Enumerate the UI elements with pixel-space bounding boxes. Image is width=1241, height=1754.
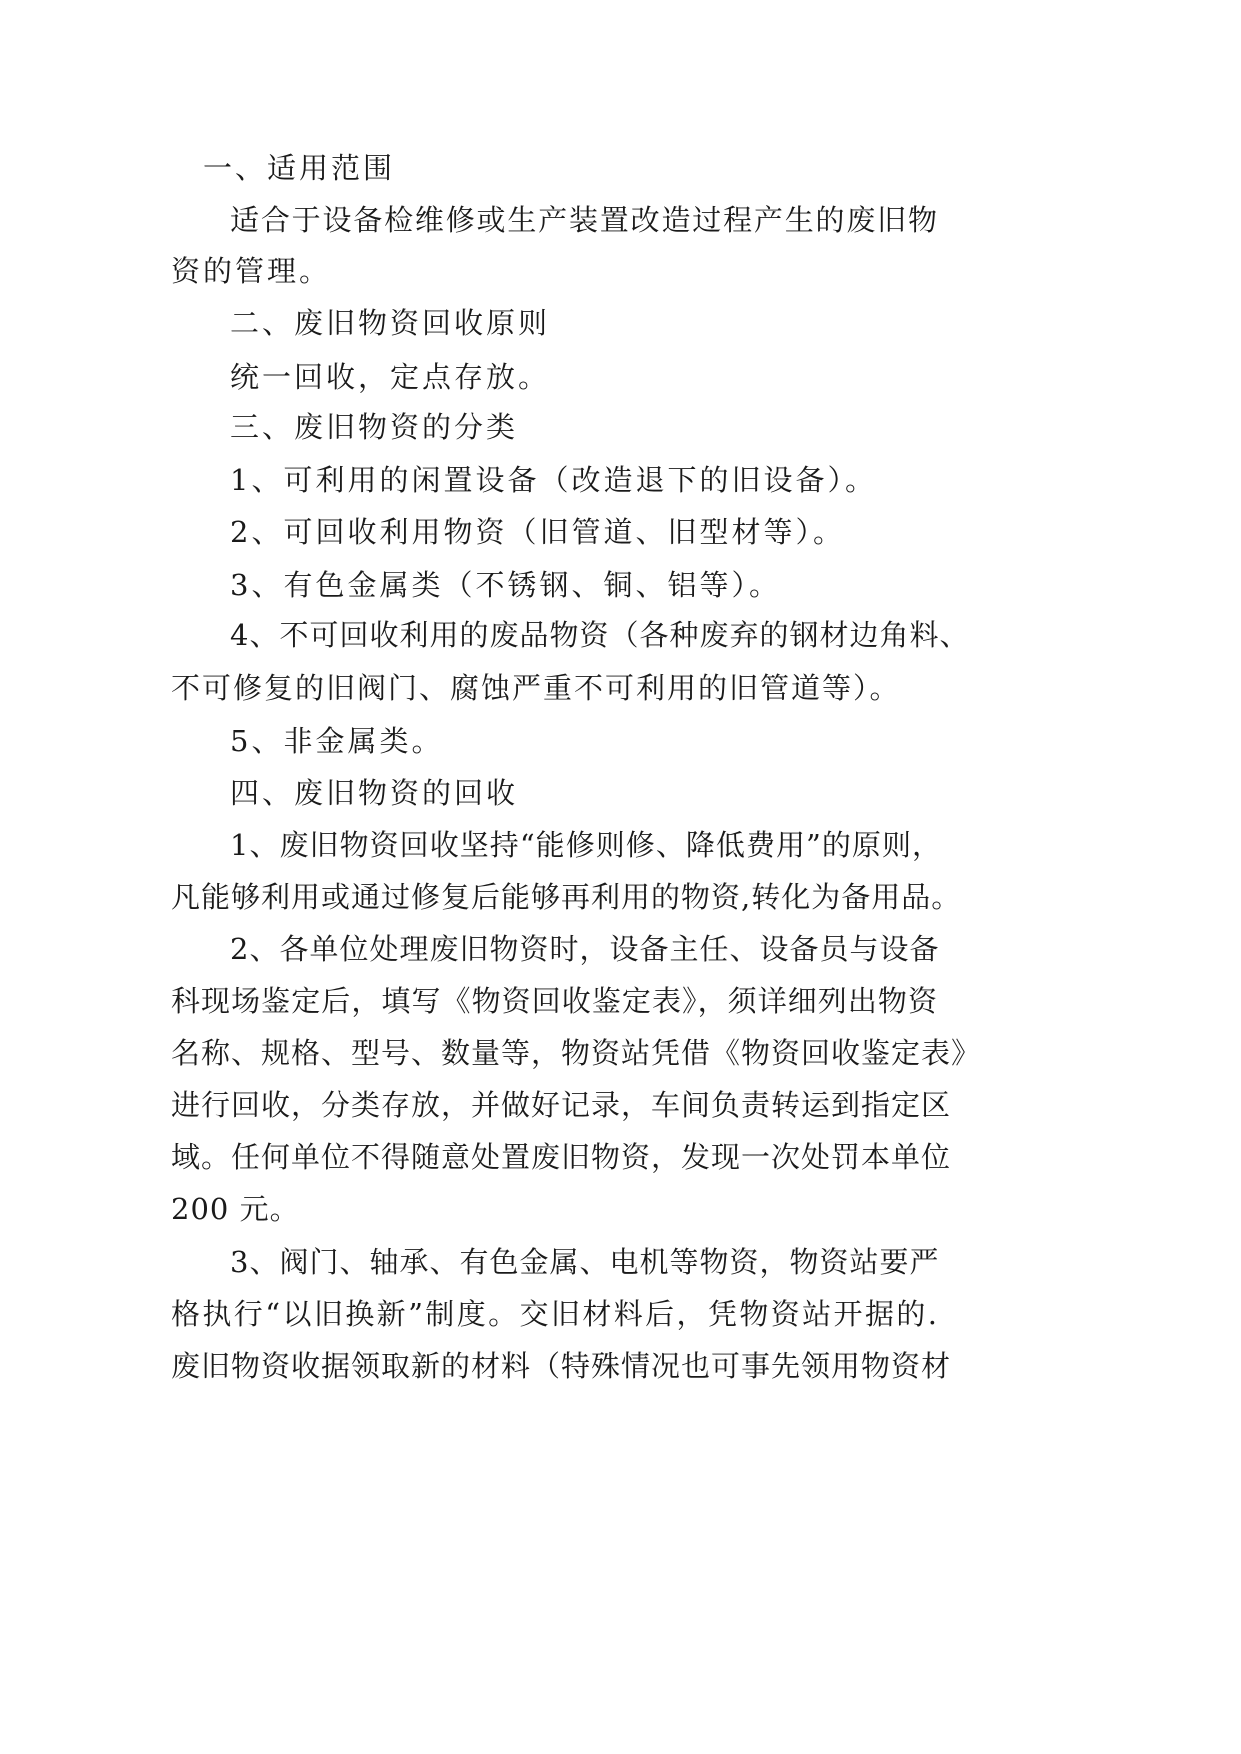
paragraph-line: 2、各单位处理废旧物资时，设备主任、设备员与设备 [230,932,940,966]
paragraph-line: 废旧物资收据领取新的材料（特殊情况也可事先领用物资材 [171,1349,952,1383]
paragraph-line: 3、阀门、轴承、有色金属、电机等物资，物资站要严 [230,1245,940,1279]
paragraph-line: 格执行“以旧换新”制度。交旧材料后，凭物资站开据的. [171,1297,938,1331]
paragraph-line: 科现场鉴定后，填写《物资回收鉴定表》，须详细列出物资 [171,984,938,1018]
paragraph-line: 名称、规格、型号、数量等，物资站凭借《物资回收鉴定表》 [171,1036,982,1070]
section-heading-classification: 三、废旧物资的分类 [230,410,519,444]
list-item: 1、可利用的闲置设备（改造退下的旧设备）。 [230,463,877,497]
list-item: 5、非金属类。 [230,724,444,758]
paragraph-line: 凡能够利用或通过修复后能够再利用的物资,转化为备用品。 [171,880,962,914]
paragraph-line: 域。任何单位不得随意处置废旧物资，发现一次处罚本单位 [171,1140,952,1174]
paragraph-line: 统一回收，定点存放。 [230,360,551,394]
paragraph-line: 进行回收，分类存放，并做好记录，车间负责转运到指定区 [171,1088,952,1122]
section-heading-scope: 一、适用范围 [203,151,396,185]
paragraph-line: 200 元。 [171,1192,300,1226]
paragraph-line: 1、废旧物资回收坚持“能修则修、降低费用”的原则， [230,828,942,862]
section-heading-recovery: 四、废旧物资的回收 [230,776,519,810]
list-item: 4、不可回收利用的废品物资（各种废弃的钢材边角料、 [230,618,970,652]
paragraph-line: 资的管理。 [171,254,332,288]
paragraph-line: 适合于设备检维修或生产装置改造过程产生的废旧物 [230,203,938,237]
list-item: 2、可回收利用物资（旧管道、旧型材等）。 [230,515,845,549]
list-item: 3、有色金属类（不锈钢、铜、铝等）。 [230,568,781,602]
list-item-continued: 不可修复的旧阀门、腐蚀严重不可利用的旧管道等）。 [171,671,901,705]
section-heading-principle: 二、废旧物资回收原则 [230,306,551,340]
